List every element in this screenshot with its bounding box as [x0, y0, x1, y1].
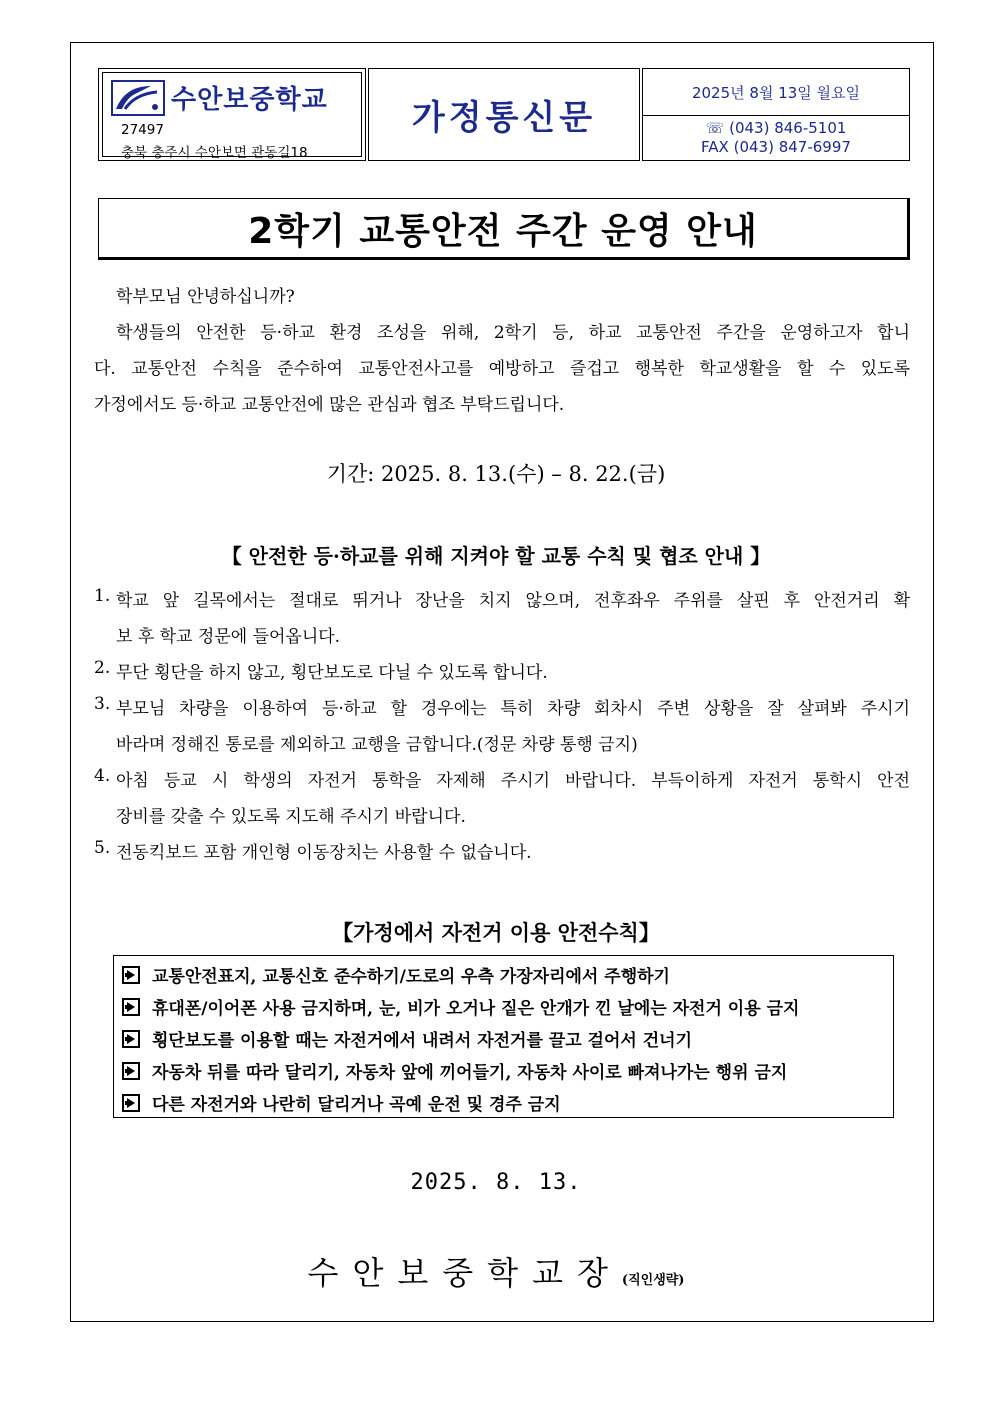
- bike-rule-item: [122, 1026, 692, 1051]
- letterhead: [98, 68, 910, 161]
- newsletter-title-box: [368, 68, 640, 161]
- rule-number: 5.: [94, 838, 111, 858]
- document-title: 2학기 교통안전 주간 운영 안내: [98, 198, 910, 260]
- school-address: 충북 충주시 수안보면 관동길18: [121, 145, 308, 161]
- event-period: 기간: 2025. 8. 13.(수) – 8. 22.(금): [326, 462, 666, 486]
- rules-list: [94, 586, 910, 866]
- rule-line: 전동킥보드 포함 개인형 이동장치는 사용할 수 없습니다.: [116, 843, 532, 863]
- arrow-box-icon: [122, 1094, 140, 1112]
- issue-date: 2025년 8월 13일 월요일: [643, 69, 909, 116]
- arrow-box-icon: [122, 1062, 140, 1080]
- rule-line: 부모님 차량을 이용하여 등·하교 할 경우에는 특히 차량 회차시 주변 상황을 잘 살펴봐 주시기: [116, 699, 910, 719]
- bike-rule-text: 횡단보도를 이용할 때는 자전거에서 내려서 자전거를 끌고 걸어서 건너기: [152, 1031, 693, 1051]
- phone-number: ☏ (043) 846-5101: [705, 119, 847, 137]
- bike-rule-item: [122, 994, 799, 1019]
- bike-rule-text: 자동차 뒤를 따라 달리기, 자동차 앞에 끼어들기, 자동차 사이로 빠져나가는 행위 금지: [152, 1063, 788, 1083]
- bike-rule-text: 교통안전표지, 교통신호 준수하기/도로의 우측 가장자리에서 주행하기: [152, 967, 670, 987]
- rule-line: 보 후 학교 정문에 들어옵니다.: [116, 627, 341, 647]
- bike-rules-heading: 【가정에서 자전거 이용 안전수칙】: [332, 920, 660, 945]
- intro-line-1: 학생들의 안전한 등·하교 환경 조성을 위해, 2학기 등, 하교 교통안전 주간을 운영하고자 합니: [116, 323, 910, 343]
- contact-info: [643, 119, 909, 157]
- intro-line-2: 다. 교통안전 수칙을 준수하여 교통안전사고를 예방하고 즐겁고 행복한 학교생활을 할 수 있도록: [94, 359, 910, 379]
- rule-line: 바라며 정해진 통로를 제외하고 교행을 금합니다.(정문 차량 통행 금지): [116, 735, 638, 755]
- arrow-box-icon: [122, 998, 140, 1016]
- rule-line: 아침 등교 시 학생의 자전거 통학을 자제해 주시기 바랍니다. 부득이하게 자전거 통학시 안전: [116, 771, 910, 791]
- principal-signature: [0, 1248, 992, 1294]
- rule-number: 2.: [94, 658, 111, 678]
- info-box: [642, 68, 910, 161]
- bike-rules-box: [113, 955, 894, 1118]
- school-zip: 27497: [121, 122, 164, 138]
- school-box: [98, 68, 366, 161]
- principal-title: 수안보중학교장: [307, 1254, 622, 1292]
- bike-rule-item: [122, 1058, 787, 1083]
- rule-line: 학교 앞 길목에서는 절대로 뛰거나 장난을 치지 않으며, 전후좌우 주위를 살핀 후 안전거리 확: [116, 591, 910, 611]
- rules-heading: 【 안전한 등·하교를 위해 지켜야 할 교통 수칙 및 협조 안내 】: [221, 544, 771, 568]
- arrow-box-icon: [122, 1030, 140, 1048]
- school-logo-icon: [111, 80, 165, 116]
- bike-rule-item: [122, 1090, 561, 1115]
- rule-number: 4.: [94, 766, 111, 786]
- intro-greeting: 학부모님 안녕하십니까?: [116, 287, 295, 307]
- rule-number: 3.: [94, 694, 111, 714]
- bike-rule-text: 다른 자전거와 나란히 달리거나 곡예 운전 및 경주 금지: [152, 1095, 561, 1115]
- arrow-box-icon: [122, 966, 140, 984]
- rule-line: 무단 횡단을 하지 않고, 횡단보도로 다닐 수 있도록 합니다.: [116, 663, 548, 683]
- seal-note: (직인생략): [621, 1273, 685, 1288]
- school-logo-row: [111, 79, 328, 116]
- bike-rule-item: [122, 962, 670, 987]
- intro-line-3: 가정에서도 등·하교 교통안전에 많은 관심과 협조 부탁드립니다.: [94, 395, 565, 415]
- rule-number: 1.: [94, 586, 111, 606]
- bike-rule-text: 휴대폰/이어폰 사용 금지하며, 눈, 비가 오거나 짙은 안개가 낀 날에는 자전거 이용 금지: [152, 999, 800, 1019]
- fax-number: FAX (043) 847-6997: [701, 138, 851, 156]
- intro-text: [94, 282, 910, 422]
- closing-date: 2025. 8. 13.: [410, 1170, 582, 1195]
- school-name: 수안보중학교: [171, 85, 328, 115]
- rule-line: 장비를 갖출 수 있도록 지도해 주시기 바랍니다.: [116, 807, 466, 827]
- school-box-inner: [102, 72, 362, 161]
- newsletter-title: 가정통신문: [411, 98, 597, 138]
